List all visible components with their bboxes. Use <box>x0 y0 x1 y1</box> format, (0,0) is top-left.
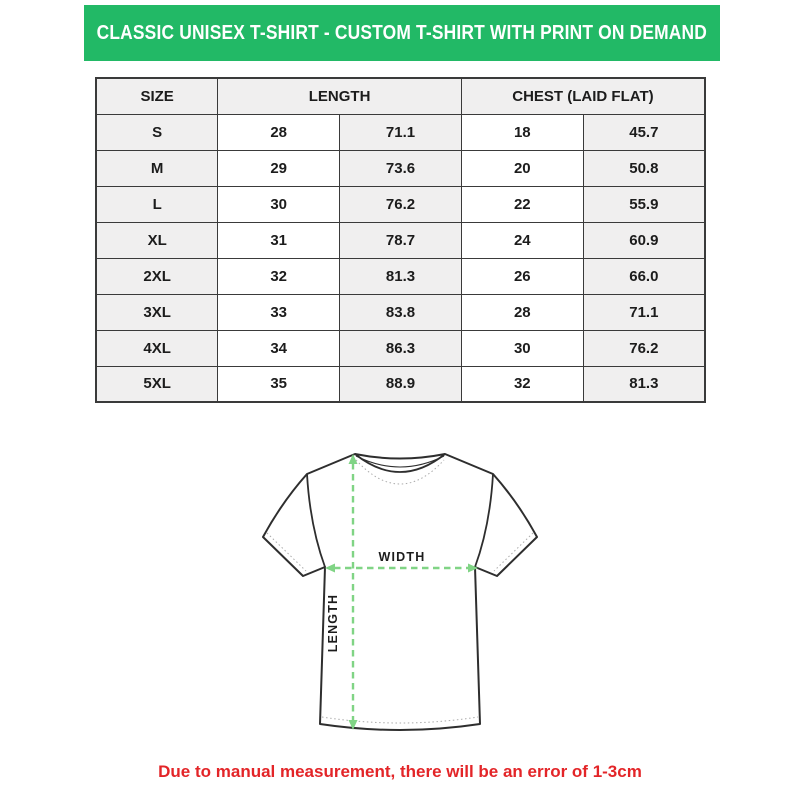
chest-inches-cell: 18 <box>461 114 583 150</box>
chest-cm-cell: 66.0 <box>583 258 705 294</box>
length-cm-cell: 81.3 <box>340 258 462 294</box>
chest-inches-cell: 30 <box>461 330 583 366</box>
chest-cm-cell: 45.7 <box>583 114 705 150</box>
table-row <box>96 294 705 330</box>
length-inches-cell: 29 <box>218 150 340 186</box>
measurement-note: Due to manual measurement, there will be an error of 1-3cm <box>158 762 642 781</box>
header-chest: CHEST (LAID FLAT) <box>461 78 705 114</box>
chest-inches-cell: 32 <box>461 366 583 402</box>
length-inches-cell: 32 <box>218 258 340 294</box>
length-cm-cell: 88.9 <box>340 366 462 402</box>
chest-cm-cell: 76.2 <box>583 330 705 366</box>
length-inches-cell: 28 <box>218 114 340 150</box>
title-banner <box>84 5 720 61</box>
width-label: WIDTH <box>378 550 426 564</box>
length-cm-cell: 76.2 <box>340 186 462 222</box>
size-cell: L <box>96 186 218 222</box>
chest-inches-cell: 24 <box>461 222 583 258</box>
tshirt-outline <box>263 454 537 730</box>
size-cell: 4XL <box>96 330 218 366</box>
chest-cm-cell: 55.9 <box>583 186 705 222</box>
header-length: LENGTH <box>218 78 462 114</box>
size-cell: M <box>96 150 218 186</box>
chest-inches-cell: 26 <box>461 258 583 294</box>
length-cm-cell: 83.8 <box>340 294 462 330</box>
chest-cm-cell: 60.9 <box>583 222 705 258</box>
size-cell: S <box>96 114 218 150</box>
chest-inches-cell: 20 <box>461 150 583 186</box>
size-cell: XL <box>96 222 218 258</box>
chest-cm-cell: 81.3 <box>583 366 705 402</box>
tshirt-diagram <box>250 440 550 745</box>
length-label: LENGTH <box>326 593 340 653</box>
chest-cm-cell: 71.1 <box>583 294 705 330</box>
table-row <box>96 186 705 222</box>
length-cm-cell: 73.6 <box>340 150 462 186</box>
table-row <box>96 114 705 150</box>
table-row <box>96 150 705 186</box>
length-cm-cell: 78.7 <box>340 222 462 258</box>
length-cm-cell: 86.3 <box>340 330 462 366</box>
length-inches-cell: 35 <box>218 366 340 402</box>
table-row <box>96 330 705 366</box>
chest-cm-cell: 50.8 <box>583 150 705 186</box>
length-inches-cell: 33 <box>218 294 340 330</box>
table-row <box>96 366 705 402</box>
chest-inches-cell: 28 <box>461 294 583 330</box>
size-cell: 5XL <box>96 366 218 402</box>
page-title: CLASSIC UNISEX T-SHIRT - CUSTOM T-SHIRT WITH PRINT ON DEMAND <box>96 21 708 44</box>
chest-inches-cell: 22 <box>461 186 583 222</box>
size-cell: 3XL <box>96 294 218 330</box>
size-cell: 2XL <box>96 258 218 294</box>
length-inches-cell: 34 <box>218 330 340 366</box>
length-cm-cell: 71.1 <box>340 114 462 150</box>
size-table-body <box>96 114 705 402</box>
table-row <box>96 258 705 294</box>
length-inches-cell: 30 <box>218 186 340 222</box>
length-inches-cell: 31 <box>218 222 340 258</box>
size-table <box>95 77 706 403</box>
header-size: SIZE <box>96 78 218 114</box>
size-table-wrap <box>95 77 706 403</box>
table-header-row <box>96 78 705 114</box>
table-row <box>96 222 705 258</box>
